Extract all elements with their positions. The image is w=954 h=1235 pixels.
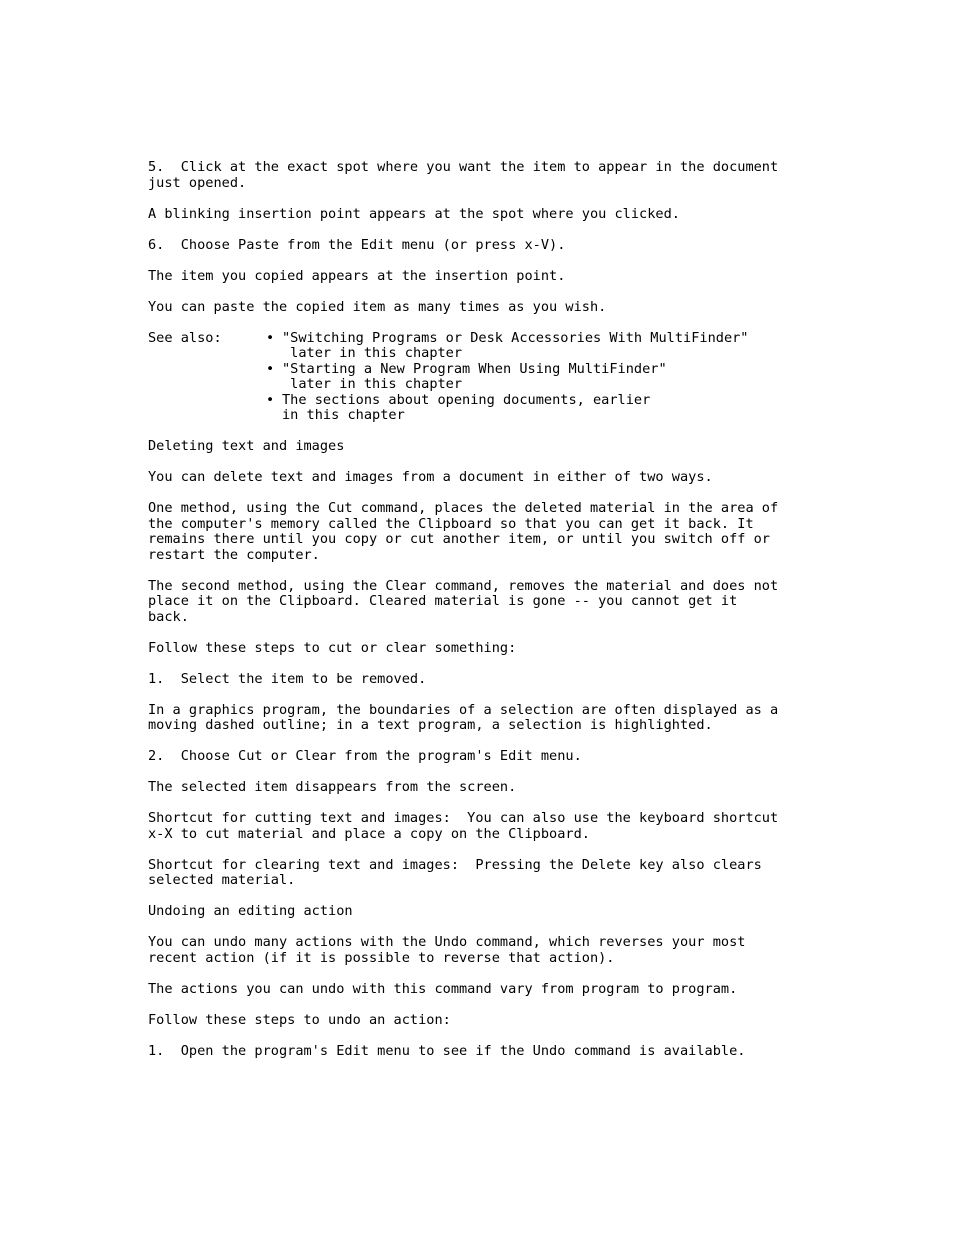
- paste-many-text: You can paste the copied item as many times as you wish.: [148, 298, 607, 315]
- step-5-text: 5. Click at the exact spot where you want the item to appear in the document just opened.: [148, 159, 779, 191]
- see-also-item: [266, 331, 828, 362]
- section-heading-undoing: Undoing an editing action: [148, 903, 353, 919]
- item-copied-text: The item you copied appears at the insertion point.: [148, 267, 566, 284]
- undo-varies-text: The actions you can undo with this command vary from program to program.: [148, 980, 738, 997]
- step-6-text: 6. Choose Paste from the Edit menu (or press x-V).: [148, 236, 566, 253]
- bullet-icon: •: [266, 391, 275, 408]
- delete-two-ways-text: You can delete text and images from a document in either of two ways.: [148, 469, 713, 485]
- see-also-item: [266, 362, 828, 393]
- see-also-block: [148, 331, 828, 424]
- see-also-item-text: The sections about opening documents, earlier in this chapter: [282, 391, 651, 423]
- cut-step-1-text: 1. Select the item to be removed.: [148, 670, 427, 687]
- undo-steps-intro: Follow these steps to undo an action:: [148, 1011, 451, 1028]
- clear-method-text: The second method, using the Clear command, removes the material and does not place it on the Clipboard. Cleared material is gone -- you cannot get it back.: [148, 577, 779, 625]
- see-also-list: [266, 331, 828, 424]
- undo-intro-text: You can undo many actions with the Undo command, which reverses your most recent action (if it is possible to reverse that action).: [148, 934, 746, 966]
- see-also-item-text: "Switching Programs or Desk Accessories With MultiFinder" later in this chapter: [282, 329, 749, 361]
- document-page: [148, 160, 828, 1075]
- section-heading-deleting: Deleting text and images: [148, 438, 345, 454]
- cut-shortcut-text: Shortcut for cutting text and images: You can also use the keyboard shortcut x-X to cut material and place a copy on the Clipboard.: [148, 810, 779, 842]
- undo-step-1-text: 1. Open the program's Edit menu to see if the Undo command is available.: [148, 1042, 746, 1059]
- bullet-icon: •: [266, 329, 275, 346]
- clear-shortcut-text: Shortcut for clearing text and images: Pressing the Delete key also clears selected material.: [148, 856, 762, 888]
- cut-clear-steps-intro: Follow these steps to cut or clear something:: [148, 639, 517, 656]
- see-also-item: [266, 393, 828, 424]
- cut-method-text: One method, using the Cut command, places the deleted material in the area of the computer's memory called the Clipboard so that you can get it back. It remains there until you copy or cut another item, or until you switch off or restart the computer.: [148, 500, 779, 563]
- see-also-label: See also:: [148, 329, 222, 346]
- see-also-item-text: "Starting a New Program When Using MultiFinder" later in this chapter: [282, 360, 667, 392]
- selection-display-text: In a graphics program, the boundaries of a selection are often displayed as a moving dashed outline; in a text program, a selection is highlighted.: [148, 701, 779, 733]
- cut-step-2-text: 2. Choose Cut or Clear from the program's Edit menu.: [148, 748, 582, 764]
- bullet-icon: •: [266, 360, 275, 377]
- insertion-point-text: A blinking insertion point appears at the spot where you clicked.: [148, 205, 680, 222]
- item-disappears-text: The selected item disappears from the screen.: [148, 779, 517, 795]
